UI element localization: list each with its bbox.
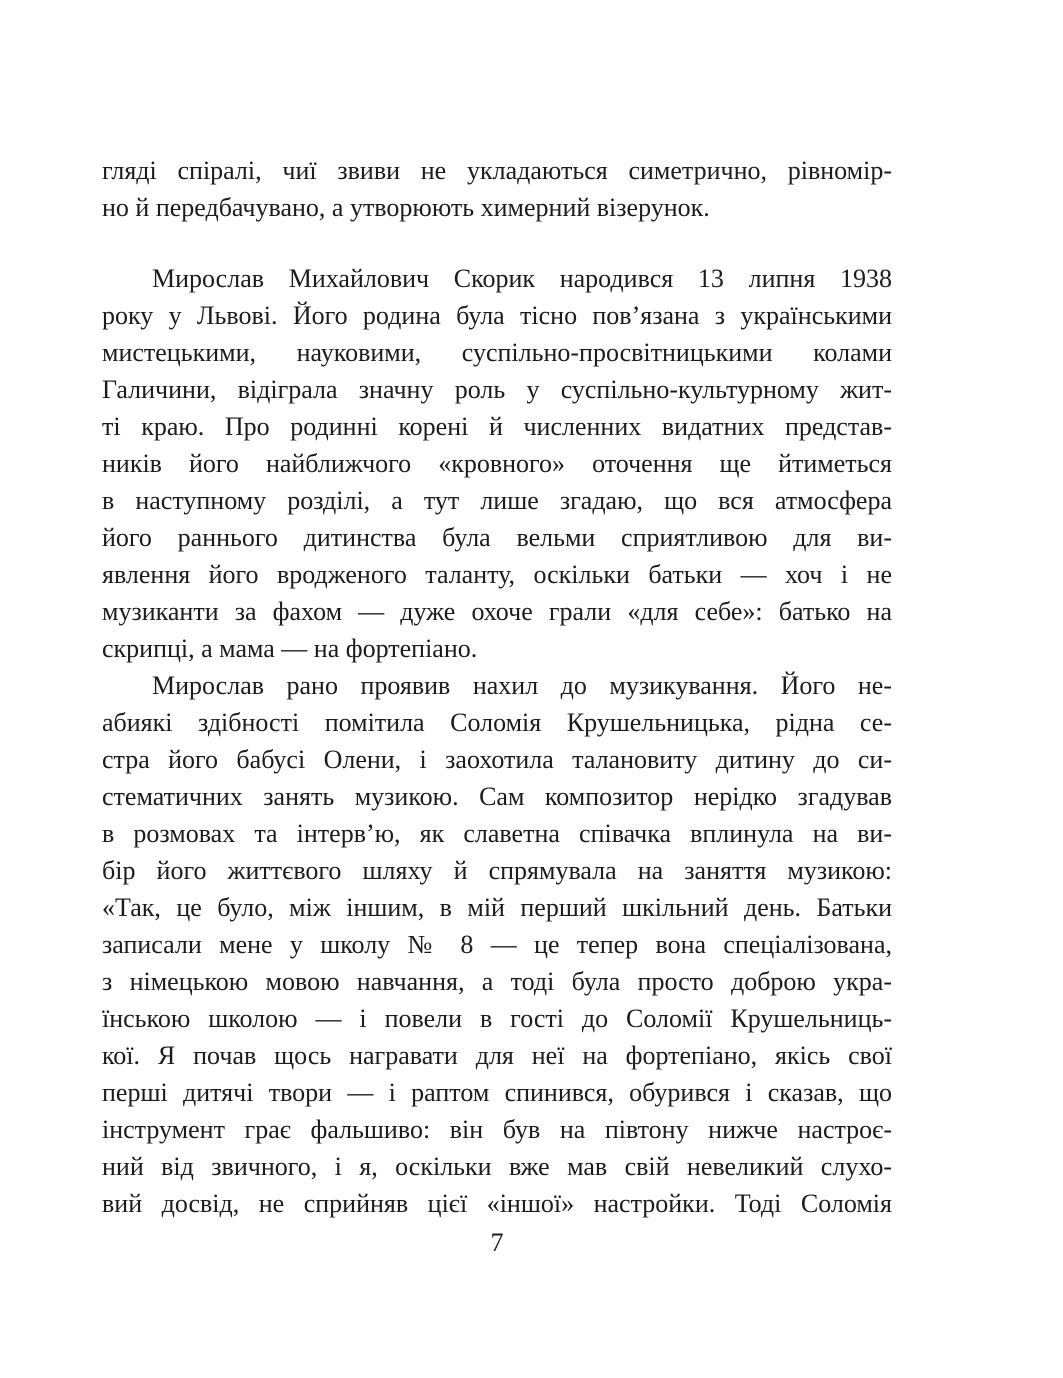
text-line: його раннього дитинства була вельми сприятливою для ви- [102,523,892,552]
text-line: перші дитячі твори — і раптом спинився, обурився і сказав, що [102,1078,892,1107]
text-line: стра його бабусі Олени, і заохотила талановиту дитину до си- [102,745,892,774]
text-line: Галичини, відіграла значну роль у суспільно-культурному жит- [102,375,892,404]
text-line: інструмент грає фальшиво: він був на півтону нижче настроє- [102,1115,892,1144]
text-line: в розмовах та інтерв’ю, як славетна співачка вплинула на ви- [102,819,892,848]
text-line: бір його життєвого шляху й спрямувала на заняття музикою: [102,856,892,885]
text-line: року у Львові. Його родина була тісно пов’язана з українськими [102,301,892,330]
text-line: стематичних занять музикою. Сам композитор нерідко згадував [102,782,892,811]
paragraph [102,667,892,1222]
text-line: но й передбачувано, а утворюють химерний візерунок. [102,193,710,222]
text-line: ний від звичного, і я, оскільки вже мав свій невеликий слухо- [102,1152,892,1181]
text-line: абиякі здібності помітила Соломія Крушельницька, рідна се- [102,708,892,737]
text-line: кої. Я почав щось награвати для неї на фортепіано, якісь свої [102,1041,892,1070]
text-line: їнською школою — і повели в гості до Соломії Крушельниць- [102,1004,892,1033]
text-line: музиканти за фахом — дуже охоче грали «для себе»: батько на [102,597,892,626]
page-number: 7 [490,1228,504,1257]
text-line: «Так, це було, між іншим, в мій перший шкільний день. Батьки [102,893,892,922]
text-line: Мирослав рано проявив нахил до музикування. Його не- [152,671,892,700]
text-line: скрипці, а мама — на фортепіано. [102,634,478,663]
paragraph [102,260,892,667]
text-line: ті краю. Про родинні корені й численних видатних представ- [102,412,892,441]
text-line: мистецькими, науковими, суспільно-просвітницькими колами [102,338,892,367]
text-line: в наступному розділі, а тут лише згадаю, що вся атмосфера [102,486,892,515]
text-line: вий досвід, не сприйняв цієї «іншої» настройки. Тоді Соломія [102,1189,892,1218]
text-line: явлення його вродженого таланту, оскільки батьки — хоч і не [102,560,892,589]
text-block [102,152,892,1222]
text-line: ників його найближчого «кровного» оточення ще йтиметься [102,449,892,478]
paragraph [102,152,892,226]
text-line: записали мене у школу № 8 — це тепер вона спеціалізована, [102,930,892,959]
text-line: Мирослав Михайлович Скорик народився 13 липня 1938 [152,264,892,293]
text-line: гляді спіралі, чиї звиви не укладаються симетрично, рівномір- [102,156,892,185]
text-line: з німецькою мовою навчання, а тоді була просто доброю укра- [102,967,892,996]
